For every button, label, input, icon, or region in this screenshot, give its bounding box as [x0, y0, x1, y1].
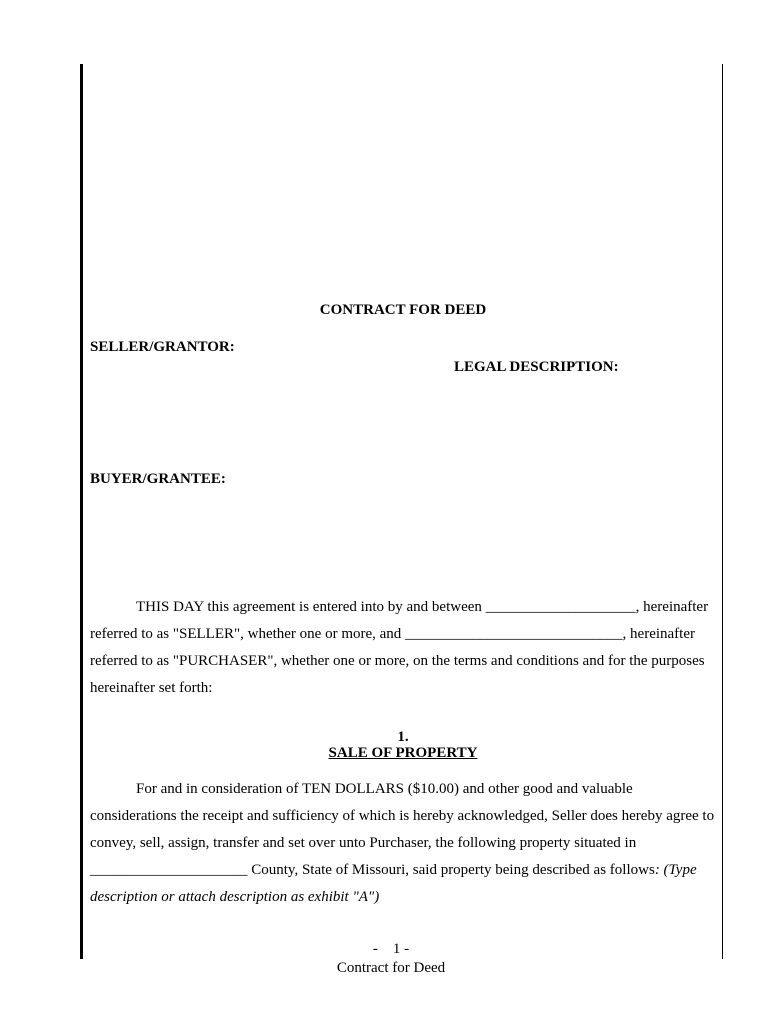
footer-page-number: - 1 -	[372, 941, 410, 957]
section-1-line-1: For and in consideration of TEN DOLLARS ($10.00) and other good and valuable	[136, 781, 633, 797]
section-1-title: SALE OF PROPERTY	[328, 745, 478, 761]
buyer-grantee-label: BUYER/GRANTEE:	[90, 471, 226, 487]
intro-paragraph-line-3: referred to as "PURCHASER", whether one or more, on the terms and conditions and for the purposes	[90, 653, 705, 669]
footer-document-title: Contract for Deed	[336, 960, 446, 976]
right-margin-rule	[722, 64, 723, 959]
seller-grantor-label: SELLER/GRANTOR:	[90, 339, 235, 355]
section-1-line-2: considerations the receipt and sufficiency of which is hereby acknowledged, Seller does hereby agree to	[90, 808, 715, 824]
section-1-line-3: convey, sell, assign, transfer and set over unto Purchaser, the following property situated in	[90, 835, 637, 851]
intro-paragraph-line-4: hereinafter set forth:	[90, 680, 213, 696]
legal-description-label: LEGAL DESCRIPTION:	[454, 359, 619, 375]
document-title: CONTRACT FOR DEED	[319, 302, 487, 318]
intro-paragraph-line-1: THIS DAY this agreement is entered into by and between ____________________, hereinafter	[136, 599, 709, 615]
left-margin-rule	[80, 64, 83, 959]
section-1-line-5: description or attach description as exhibit "A")	[90, 889, 380, 905]
section-1-line-4-italic: : (Type	[654, 862, 697, 878]
section-1-number: 1.	[397, 729, 409, 745]
section-1-line-4	[90, 861, 697, 879]
section-1-line-4-text: _____________________ County, State of Missouri, said property being described as follows	[90, 862, 655, 878]
intro-paragraph-line-2: referred to as "SELLER", whether one or more, and _____________________________, hereinafter	[90, 626, 696, 642]
